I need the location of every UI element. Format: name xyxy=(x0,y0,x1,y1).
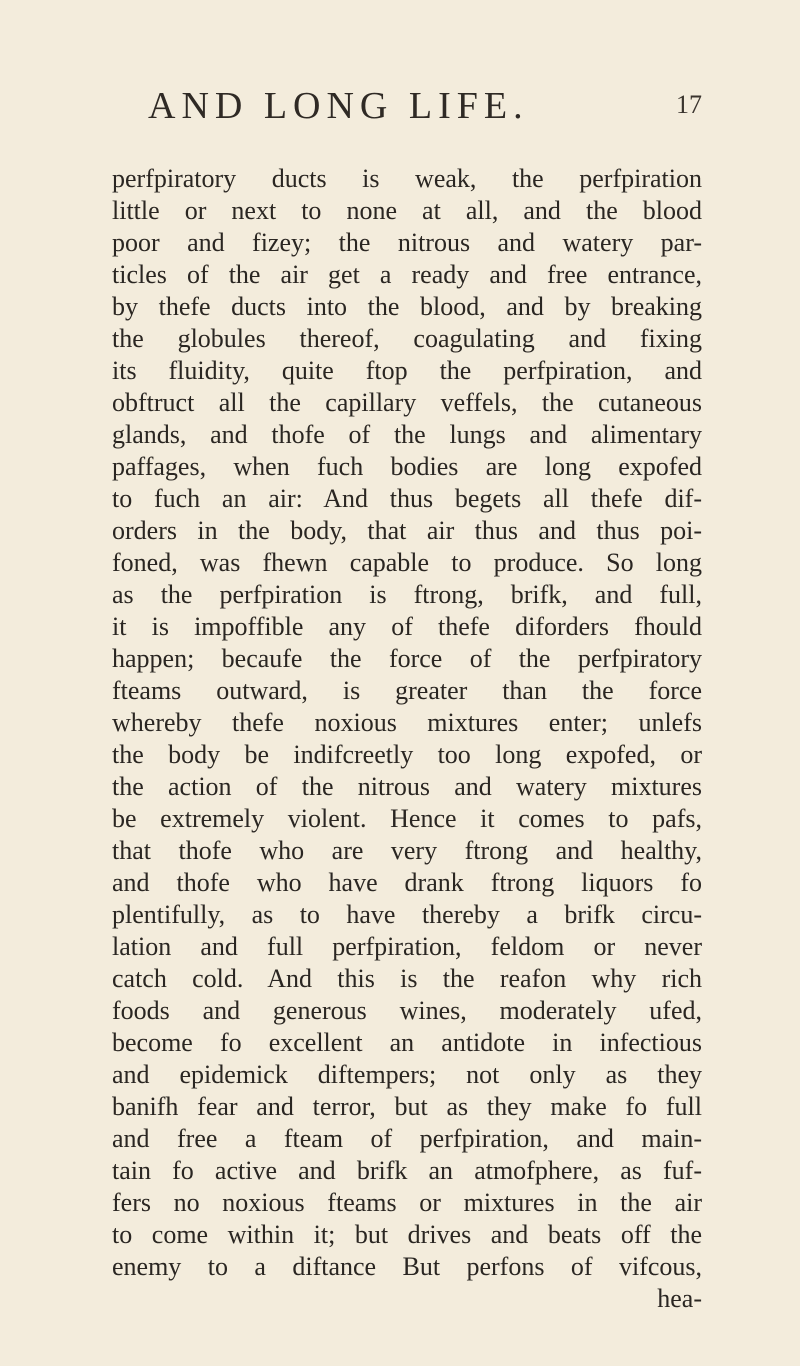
text-line: that thofe who are very ftrong and healthy, xyxy=(112,836,702,865)
text-line: and free a fteam of perfpiration, and main- xyxy=(112,1124,702,1153)
page-header xyxy=(0,84,800,134)
text-line: little or next to none at all, and the blood xyxy=(112,196,702,225)
text-line: the body be indifcreetly too long expofed, or xyxy=(112,740,702,769)
text-line: whereby thefe noxious mixtures enter; unlefs xyxy=(112,708,702,737)
text-line: happen; becaufe the force of the perfpiratory xyxy=(112,644,702,673)
text-line: it is impoffible any of thefe diforders fhould xyxy=(112,612,702,641)
text-line: foned, was fhewn capable to produce. So long xyxy=(112,548,702,577)
text-line: tain fo active and brifk an atmofphere, as fuf- xyxy=(112,1156,702,1185)
text-line: and thofe who have drank ftrong liquors fo xyxy=(112,868,702,897)
text-line: lation and full perfpiration, feldom or never xyxy=(112,932,702,961)
text-line: be extremely violent. Hence it comes to pafs, xyxy=(112,804,702,833)
text-line: paffages, when fuch bodies are long expofed xyxy=(112,452,702,481)
text-line: orders in the body, that air thus and thus poi- xyxy=(112,516,702,545)
text-line: foods and generous wines, moderately ufed, xyxy=(112,996,702,1025)
text-line: glands, and thofe of the lungs and alimentary xyxy=(112,420,702,449)
text-line: plentifully, as to have thereby a brifk circu- xyxy=(112,900,702,929)
text-line: to fuch an air: And thus begets all thefe dif- xyxy=(112,484,702,513)
text-line: as the perfpiration is ftrong, brifk, and full, xyxy=(112,580,702,609)
text-line: poor and fizey; the nitrous and watery par- xyxy=(112,228,702,257)
text-line: catch cold. And this is the reafon why rich xyxy=(112,964,702,993)
text-line: banifh fear and terror, but as they make fo full xyxy=(112,1092,702,1121)
text-line: its fluidity, quite ftop the perfpiration, and xyxy=(112,356,702,385)
text-line: ticles of the air get a ready and free entrance, xyxy=(112,260,702,289)
text-line: fteams outward, is greater than the force xyxy=(112,676,702,705)
text-line: the globules thereof, coagulating and fixing xyxy=(112,324,702,353)
text-line: to come within it; but drives and beats off the xyxy=(112,1220,702,1249)
text-line: fers no noxious fteams or mixtures in the air xyxy=(112,1188,702,1217)
page-number: 17 xyxy=(676,90,702,119)
text-line: obftruct all the capillary veffels, the cutaneous xyxy=(112,388,702,417)
catchword: hea- xyxy=(657,1284,702,1313)
text-line: by thefe ducts into the blood, and by breaking xyxy=(112,292,702,321)
text-line: perfpiratory ducts is weak, the perfpiration xyxy=(112,164,702,193)
text-line: become fo excellent an antidote in infectious xyxy=(112,1028,702,1057)
running-title: AND LONG LIFE. xyxy=(148,85,529,127)
text-line: the action of the nitrous and watery mixtures xyxy=(112,772,702,801)
text-line: and epidemick diftempers; not only as they xyxy=(112,1060,702,1089)
text-line: enemy to a diftance But perfons of vifcous, xyxy=(112,1252,702,1281)
